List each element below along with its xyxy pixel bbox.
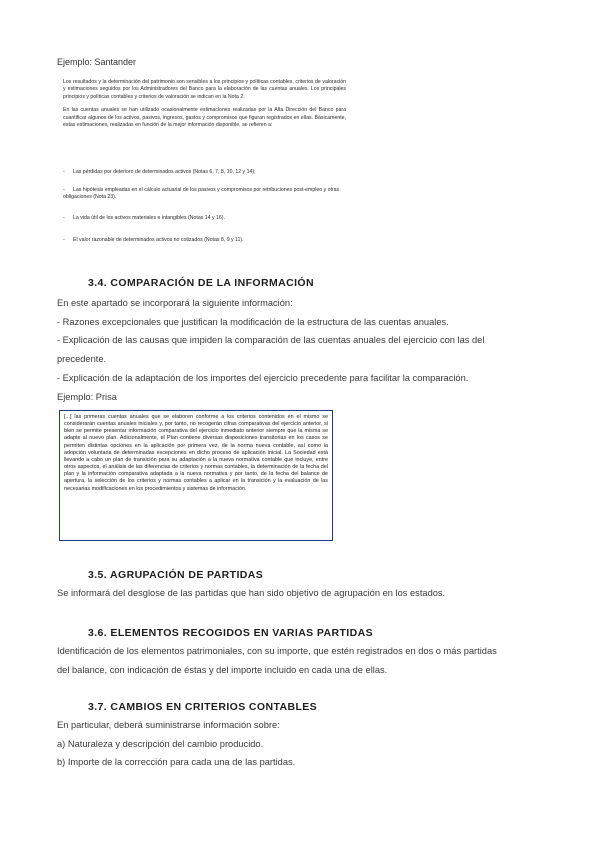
section-3-4-line: - Razones excepcionales que justifican la modificación de la estructura de las cuentas anuales.	[57, 316, 449, 327]
example-label-prisa: Ejemplo: Prisa	[57, 391, 117, 402]
section-3-7-line: b) Importe de la corrección para cada una de las partidas.	[57, 757, 296, 768]
section-3-4-heading: 3.4. COMPARACIÓN DE LA INFORMACIÓN	[88, 277, 314, 289]
santander-paragraph-1: Los resultados y la determinación del patrimonio son sensibles a los principios y políticas contables, criterios de valoración y estimaciones seguidos por los Administradores del Banco para la elaboración de las cuentas anuales. Los principales principios y políticas contables y criterios de valoración se indican en la Nota 2.	[63, 79, 346, 100]
section-3-5-text: Se informará del desglose de las partidas que han sido objetivo de agrupación en los estados.	[57, 588, 446, 598]
santander-bullet-1: - Las pérdidas por deterioro de determinados activos (Notas 6, 7, 8, 10, 12 y 14);	[63, 169, 256, 175]
section-3-4-line: - Explicación de la adaptación de los importes del ejercicio precedente para facilitar la comparación.	[57, 372, 469, 383]
santander-scanned-excerpt	[63, 79, 346, 129]
section-3-6-line: Identificación de los elementos patrimoniales, con su importe, que estén registrados en dos o más partidas	[57, 646, 497, 656]
section-3-4-line: - Explicación de las causas que impiden la comparación de las cuentas anuales del ejercicio con las del	[57, 335, 485, 346]
santander-paragraph-2: En las cuentas anuales se han utilizado ocasionalmente estimaciones realizadas por la Alta Dirección del Banco para cuantificar algunos de los activos, pasivos, ingresos, gastos y compromisos que figuran registrados en ellas. Básicamente, estas estimaciones, realizadas en función de la mejor información disponible, se refieren a:	[63, 107, 346, 129]
section-3-6-line: del balance, con indicación de éstas y del importe incluido en cada una de ellas.	[57, 664, 388, 675]
section-3-4-body	[57, 294, 577, 406]
santander-bullet-2: - Las hipótesis empleadas en el cálculo actuarial de los pasivos y compromisos por retribuciones post-empleo y otras obligaciones (Nota 23).	[63, 187, 340, 201]
prisa-excerpt-box: [...] las primeras cuentas anuales que se elaboren conforme a los criterios contenidos en el mismo se considerarán cuentas anuales iniciales y, por tanto, no recogerán cifras comparativas del ejercicio anterior, si bien se permite presentar información comparativa del ejercicio inmediato anterior siempre que la misma se adapte al nuevo plan. Adicionalmente, el Plan contiene diversas disposiciones transitorias en los casos se permiten distintas opciones en la aplicación por primera vez, de la norma nueva contable, así como la adopción voluntaria de determinadas excepciones en dicho proceso de aplicación inicial. La Sociedad está llevando a cabo un plan de transición para su adaptación a la nueva normativa contable que incluye, entre otros aspectos, el análisis de las diferencias de criterios y normas contables, la determinación de la fecha del plan y la información comparativa adaptada a la nueva normativa y por tanto, de la fecha del balance de apertura, la selección de los criterios y normas contables a aplicar en la transición y la evaluación de las necesarias modificaciones en los procedimientos y sistemas de información.	[59, 410, 333, 541]
section-3-7-body	[57, 716, 577, 772]
santander-bullet-3: - La vida útil de los activos materiales e intangibles (Notas 14 y 16).	[63, 215, 225, 221]
section-3-7-heading: 3.7. CAMBIOS EN CRITERIOS CONTABLES	[88, 701, 318, 713]
section-3-5-heading: 3.5. AGRUPACIÓN DE PARTIDAS	[88, 569, 264, 581]
section-3-4-line: En este apartado se incorporará la siguiente información:	[57, 298, 293, 308]
section-3-6-heading: 3.6. ELEMENTOS RECOGIDOS EN VARIAS PARTIDAS	[88, 627, 373, 639]
example-label-santander: Ejemplo: Santander	[57, 57, 137, 67]
section-3-4-line: precedente.	[57, 354, 107, 365]
section-3-7-line: a) Naturaleza y descripción del cambio producido.	[57, 738, 264, 749]
santander-bullet-4: - El valor razonable de determinados activos no cotizados (Notas 8, 9 y 11).	[63, 237, 244, 243]
section-3-7-line: En particular, deberá suministrarse información sobre:	[57, 720, 280, 730]
section-3-6-body	[57, 642, 587, 679]
